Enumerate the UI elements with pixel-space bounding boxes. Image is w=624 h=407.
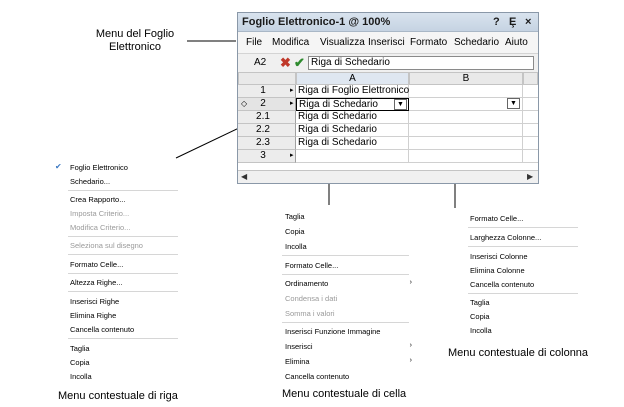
- menu-separator: [68, 190, 178, 191]
- menu-item-altezza-righe[interactable]: Altezza Righe...: [70, 278, 123, 287]
- menu-separator: [68, 236, 178, 237]
- help-button[interactable]: ?: [493, 16, 500, 28]
- row-header[interactable]: [238, 124, 296, 137]
- menu-aiuto[interactable]: Aiuto: [505, 37, 528, 48]
- menu-item-foglio-elettronico[interactable]: Foglio Elettronico: [70, 163, 128, 172]
- menu-separator: [282, 255, 409, 256]
- cell-c3[interactable]: [523, 150, 538, 163]
- menu-item-elimina-colonne[interactable]: Elimina Colonne: [470, 266, 525, 275]
- formula-bar: [238, 54, 538, 72]
- menu-item-larghezza-colonne[interactable]: Larghezza Colonne...: [470, 233, 542, 242]
- cell-context-menu: [285, 210, 412, 380]
- cell-c2-2[interactable]: [523, 124, 538, 137]
- menu-item-copia[interactable]: Copia: [285, 227, 305, 236]
- menu-item-formato-celle[interactable]: Formato Celle...: [470, 214, 524, 223]
- row-header[interactable]: [238, 150, 296, 163]
- menu-item-elimina[interactable]: Elimina: [285, 357, 310, 366]
- menu-item-cancella-contenuto[interactable]: Cancella contenuto: [285, 372, 350, 381]
- row-header[interactable]: [238, 85, 296, 98]
- menu-separator: [282, 322, 409, 323]
- submenu-arrow-icon: ›: [409, 342, 412, 349]
- menu-formato[interactable]: Formato: [410, 37, 448, 48]
- menu-separator: [68, 254, 178, 255]
- menu-item-crea-rapporto[interactable]: Crea Rapporto...: [70, 195, 126, 204]
- close-button[interactable]: ×: [525, 16, 532, 28]
- cell-b2-2[interactable]: [409, 124, 523, 137]
- cell-b3[interactable]: [409, 150, 523, 163]
- row-number: 2.1: [256, 111, 270, 122]
- row-arrow-icon: ▸: [290, 152, 294, 159]
- menu-visualizza[interactable]: Visualizza: [320, 37, 365, 48]
- formula-input[interactable]: Riga di Schedario: [308, 56, 534, 70]
- spreadsheet-window: [237, 12, 539, 184]
- checkmark-icon: ✔: [55, 162, 62, 171]
- menu-item-copia[interactable]: Copia: [70, 358, 90, 367]
- menu-separator: [468, 227, 578, 228]
- cell-a2-2[interactable]: Riga di Schedario: [296, 124, 409, 137]
- row-header-selected[interactable]: [238, 98, 296, 111]
- row-number: 2.3: [256, 137, 270, 148]
- menu-item-inserisci-colonne[interactable]: Inserisci Colonne: [470, 252, 528, 261]
- cell-a3[interactable]: [296, 150, 409, 163]
- callout-col-menu: Menu contestuale di colonna: [448, 347, 589, 359]
- menu-item-inserisci[interactable]: Inserisci: [285, 342, 313, 351]
- submenu-arrow-icon: ›: [409, 279, 412, 286]
- menu-item-cancella-contenuto[interactable]: Cancella contenuto: [70, 325, 135, 334]
- cell-a2[interactable]: [296, 98, 409, 111]
- menu-inserisci[interactable]: Inserisci: [368, 37, 405, 48]
- menu-item-somma-valori[interactable]: Somma i valori: [285, 309, 335, 318]
- column-header-b[interactable]: B: [409, 72, 523, 85]
- callout-row-menu: Menu contestuale di riga: [58, 390, 178, 402]
- cell-b2-1[interactable]: [409, 111, 523, 124]
- menu-item-schedario[interactable]: Schedario...: [70, 177, 111, 186]
- cancel-icon[interactable]: ✖: [280, 55, 291, 70]
- menu-item-formato-celle[interactable]: Formato Celle...: [285, 261, 339, 270]
- menu-item-elimina-righe[interactable]: Elimina Righe: [70, 311, 117, 320]
- cell-a1[interactable]: Riga di Foglio Elettronico: [298, 85, 410, 96]
- menu-separator: [468, 246, 578, 247]
- menu-item-incolla[interactable]: Incolla: [70, 372, 92, 381]
- horizontal-scrollbar[interactable]: [238, 170, 538, 183]
- window-title: Foglio Elettronico-1 @ 100%: [242, 16, 391, 28]
- row-number: 2: [260, 98, 266, 109]
- menu-item-incolla[interactable]: Incolla: [285, 242, 307, 251]
- menu-item-condensa-dati[interactable]: Condensa i dati: [285, 294, 338, 303]
- dropdown-icon[interactable]: ▼: [507, 98, 520, 109]
- menu-item-formato-celle[interactable]: Formato Celle...: [70, 260, 124, 269]
- menu-item-taglia[interactable]: Taglia: [470, 298, 490, 307]
- row-arrow-icon: ▸: [290, 100, 294, 107]
- row-header[interactable]: [238, 137, 296, 150]
- menu-item-taglia[interactable]: Taglia: [70, 344, 90, 353]
- scroll-left-icon[interactable]: ◀: [241, 172, 248, 181]
- submenu-arrow-icon: ›: [409, 357, 412, 364]
- cell-a2-1[interactable]: Riga di Schedario: [296, 111, 409, 124]
- cell-a2-text: Riga di Schedario: [299, 99, 378, 110]
- cell-b2[interactable]: [409, 98, 523, 111]
- menu-separator: [68, 338, 178, 339]
- menu-item-copia[interactable]: Copia: [470, 312, 490, 321]
- pin-button[interactable]: Ȩ: [509, 16, 517, 28]
- column-header-a[interactable]: A: [296, 72, 409, 85]
- row-number: 3: [260, 150, 266, 161]
- cell-reference: A2: [254, 57, 267, 68]
- row-arrow-icon: ▸: [290, 87, 294, 94]
- cell-b2-3[interactable]: [409, 137, 523, 150]
- menu-item-inserisci-righe[interactable]: Inserisci Righe: [70, 297, 120, 306]
- dropdown-icon[interactable]: ▼: [394, 99, 407, 110]
- row-context-menu: [55, 158, 179, 386]
- confirm-icon[interactable]: ✔: [294, 55, 305, 70]
- menu-separator: [282, 274, 409, 275]
- menu-schedario[interactable]: Schedario: [454, 37, 500, 48]
- row-header[interactable]: [238, 111, 296, 124]
- menu-separator: [68, 291, 178, 292]
- menu-item-taglia[interactable]: Taglia: [285, 212, 305, 221]
- callout-cell-menu: Menu contestuale di cella: [282, 388, 407, 400]
- menu-item-imposta-criterio[interactable]: Imposta Criterio...: [70, 209, 130, 218]
- menu-item-inserisci-funzione[interactable]: Inserisci Funzione Immagine: [285, 327, 381, 336]
- title-bar: [238, 13, 538, 32]
- menu-item-modifica-criterio[interactable]: Modifica Criterio...: [70, 223, 131, 232]
- menu-separator: [68, 273, 178, 274]
- menu-item-seleziona-disegno[interactable]: Seleziona sul disegno: [70, 241, 143, 250]
- callout-menu-foglio-line1: Menu del Foglio: [95, 28, 175, 40]
- spreadsheet-grid: [238, 72, 538, 170]
- row-number: 1: [260, 85, 266, 96]
- cell-a2-3[interactable]: Riga di Schedario: [296, 137, 409, 150]
- cell-c2-1[interactable]: [523, 111, 538, 124]
- corner-header[interactable]: [238, 72, 296, 85]
- column-header-c[interactable]: [523, 72, 538, 85]
- menu-bar: [238, 32, 538, 54]
- column-context-menu: [470, 212, 580, 336]
- cell-c2[interactable]: [523, 98, 538, 111]
- cell-c2-3[interactable]: [523, 137, 538, 150]
- callout-menu-foglio-line2: Elettronico: [109, 41, 161, 53]
- row-number: 2.2: [256, 124, 270, 135]
- cell-c1[interactable]: [523, 85, 538, 98]
- diamond-icon: ◇: [241, 99, 248, 108]
- scroll-right-icon[interactable]: ▶: [527, 172, 534, 181]
- menu-item-ordinamento[interactable]: Ordinamento: [285, 279, 329, 288]
- menu-file[interactable]: File: [246, 37, 263, 48]
- menu-modifica[interactable]: Modifica: [272, 37, 310, 48]
- menu-item-incolla[interactable]: Incolla: [470, 326, 492, 335]
- cell-b1[interactable]: [409, 85, 523, 98]
- menu-item-cancella-contenuto[interactable]: Cancella contenuto: [470, 280, 535, 289]
- menu-separator: [468, 293, 578, 294]
